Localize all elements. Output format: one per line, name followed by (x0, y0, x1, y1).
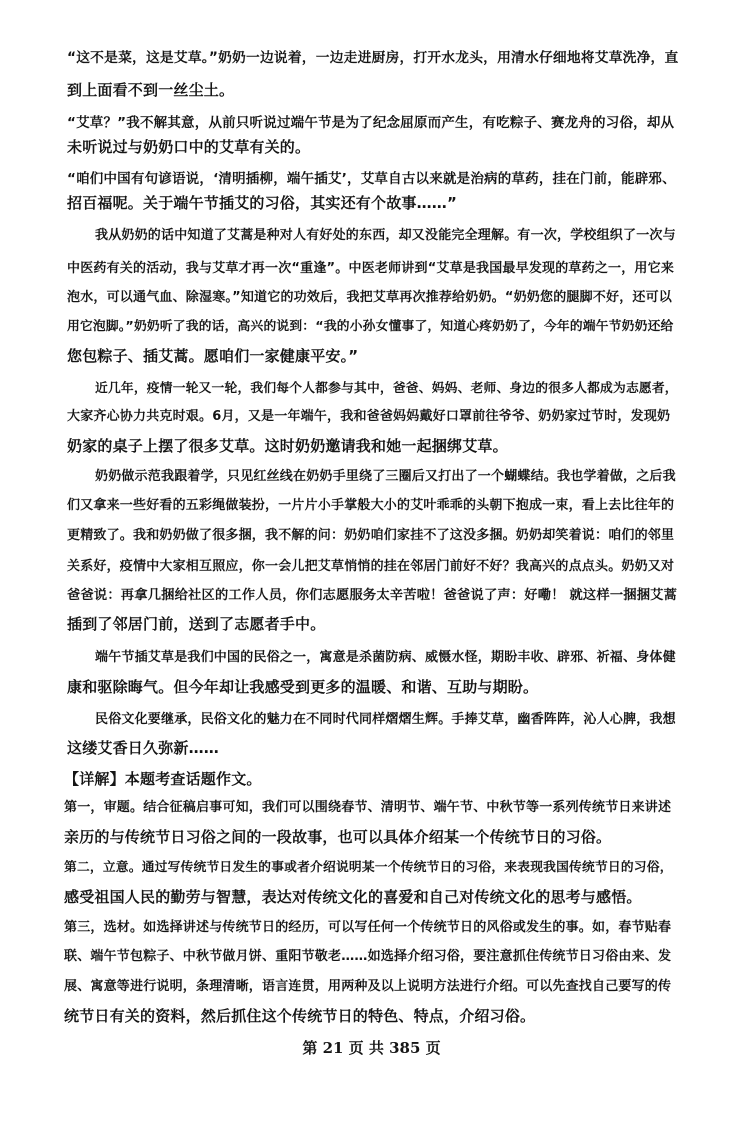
text-line: 这缕艾香日久弥新…… (67, 739, 220, 757)
text-line: 第二，立意。通过写传统节日发生的事或者介绍说明某一个传统节日的习俗，来表现我国传统节日的习俗， (64, 860, 673, 875)
page-number: 第 21 页 共 385 页 (302, 1039, 441, 1057)
text-line: 康和驱除晦气。但今年却让我感受到更多的温暖、和谐、互助与期盼。 (67, 678, 539, 696)
text-line: “咱们中国有句谚语说，‘清明插柳，端午插艾’，艾草自古以来就是治病的草药，挂在门前，能辟邪、 (67, 171, 676, 187)
text-line: 展、寓意等进行说明，条理清晰，语言连贯，用两种及以上说明方法进行介绍。可以先查找自己要写的传 (64, 979, 672, 994)
text-line: 中医药有关的活动，我与艾草才再一次“重逢”。中医老师讲到“艾草是我国最早发现的草药之一，用它来 (67, 261, 675, 276)
text-line: 近几年，疫情一轮又一轮，我们每个人都参与其中，爸爸、妈妈、老师、身边的很多人都成为志愿者， (95, 381, 678, 396)
text-line: 奶奶做示范我跟着学，只见红丝线在奶奶手里绕了三圈后又打出了一个蝴蝶结。我也学着做，之后我 (95, 469, 676, 484)
text-line: 招百福呢。关于端午节插艾的习俗，其实还有个故事……” (67, 194, 458, 212)
text-line: 关系好，疫情中大家相互照应，你一会儿把艾草悄悄的挂在邻居门前好不好？我高兴的点点头。奶奶又对 (67, 559, 675, 574)
text-line: 更精致了。我和奶奶做了很多捆，我不解的问：奶奶咱们家挂不了这没多捆。奶奶却笑着说：咱们的邻里 (67, 528, 675, 543)
text-line: 到上面看不到一丝尘土。 (67, 81, 235, 99)
text-line: “艾草？”我不解其意，从前只听说过端午节是为了纪念屈原而产生，有吃粽子、赛龙舟的习俗，却从 (67, 115, 675, 131)
text-line: 们又拿来一些好看的五彩绳做装扮，一片片小手掌般大小的艾叶乖乖的头朝下抱成一束，看上去比往年的 (67, 498, 675, 513)
text-line: 感受祖国人民的勤劳与智慧，表达对传统文化的喜爱和自己对传统文化的思考与感悟。 (64, 888, 642, 906)
text-line: 爸爸说：再拿几捆给社区的工作人员，你们志愿服务太辛苦啦！爸爸说了声：好嘞！ 就这样一捆捆艾蒿 (67, 588, 678, 603)
text-line: “这不是菜，这是艾草。”奶奶一边说着，一边走进厨房，打开水龙头，用清水仔细地将艾草洗净，直 (67, 50, 679, 66)
text-line: 奶家的桌子上摆了很多艾草。这时奶奶邀请我和她一起捆绑艾草。 (67, 437, 508, 455)
text-line: 插到了邻居门前，送到了志愿者手中。 (67, 615, 326, 633)
text-line: 亲历的与传统节日习俗之间的一段故事，也可以具体介绍某一个传统节日的习俗。 (64, 828, 612, 846)
text-line: 第一，审题。结合征稿启事可知，我们可以围绕春节、清明节、端午节、中秋节等一系列传统节日来讲述 (64, 800, 672, 815)
text-line: 民俗文化要继承，民俗文化的魅力在不同时代同样熠熠生辉。手捧艾草，幽香阵阵，沁人心脾，我想 (95, 712, 676, 727)
text-line: 统节日有关的资料，然后抓住这个传统节日的特色、特点，介绍习俗。 (64, 1007, 536, 1025)
text-line: 您包粽子、插艾蒿。愿咱们一家健康平安。” (67, 347, 359, 365)
text-line: 【详解】本题考查话题作文。 (64, 770, 262, 788)
text-line: 泡水，可以通气血、除湿寒。”知道它的功效后，我把艾草再次推荐给奶奶。“奶奶您的腿脚不好，还可以 (67, 290, 672, 305)
text-line: 用它泡脚。”奶奶听了我的话，高兴的说到：“我的小孙女懂事了，知道心疼奶奶了，今年的端午节奶奶还给 (67, 319, 674, 334)
text-line: 端午节插艾草是我们中国的民俗之一，寓意是杀菌防病、威慑水怪，期盼丰收、辟邪、祈福、身体健 (95, 650, 676, 665)
text-line: 联、端午节包粽子、中秋节做月饼、重阳节敬老……如选择介绍习俗，要注意抓住传统节日习俗由来、发 (64, 949, 672, 964)
text-line: 未听说过与奶奶口中的艾草有关的。 (67, 138, 311, 156)
text-line: 我从奶奶的话中知道了艾蒿是种对人有好处的东西，却又没能完全理解。有一次，学校组织了一次与 (95, 228, 676, 243)
text-line: 大家齐心协力共克时艰。6月，又是一年端午，我和爸爸妈妈戴好口罩前往爷爷、奶奶家过节时，发现奶 (67, 409, 671, 424)
text-line: 第三，选材。如选择讲述与传统节日的经历，可以写任何一个传统节日的风俗或发生的事。如，春节贴春 (64, 920, 672, 935)
